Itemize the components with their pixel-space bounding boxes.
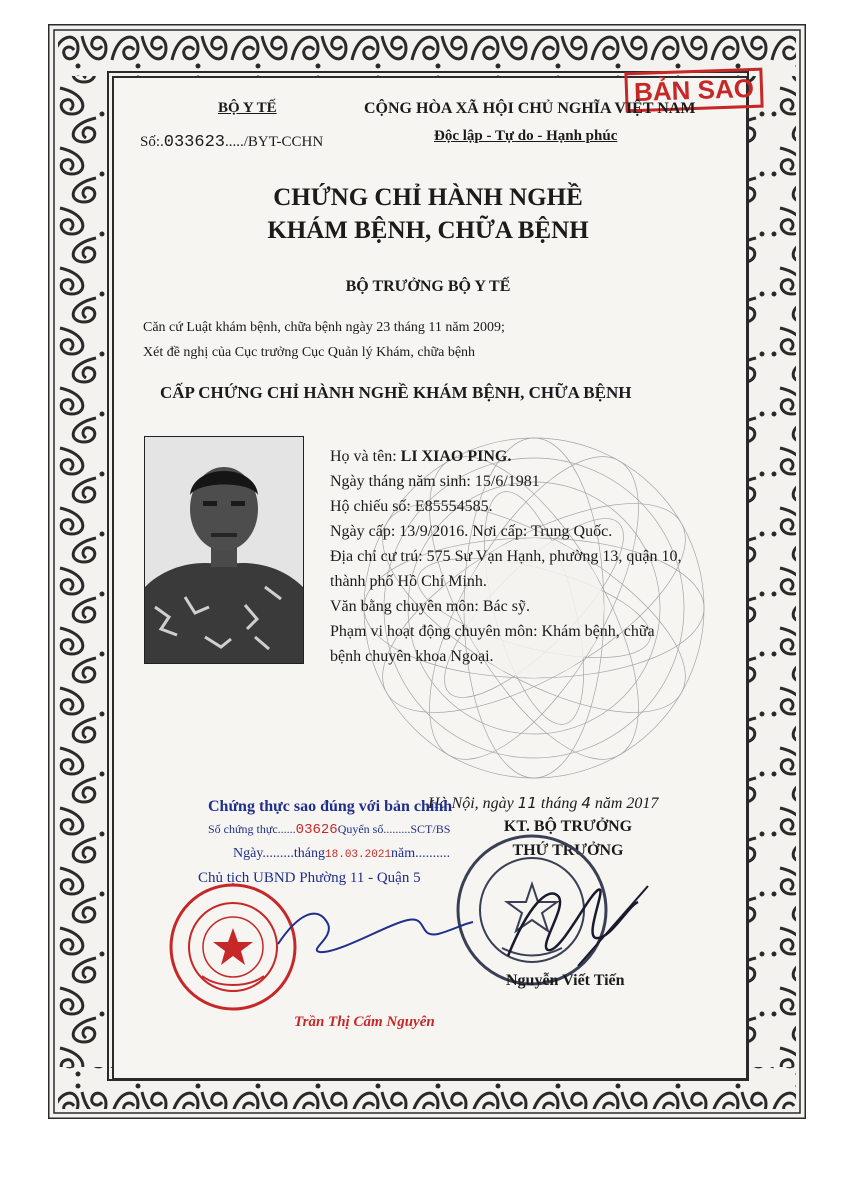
issue-month: 4 [581, 794, 591, 812]
country-name: CỘNG HÒA XÃ HỘI CHỦ NGHĨA VIỆT NAM [364, 100, 696, 117]
certificate-sheet [48, 24, 806, 1119]
signatory-title-1: KT. BỘ TRƯỞNG [503, 818, 633, 835]
holder-address-line2: thành phố Hồ Chí Minh. [330, 573, 487, 590]
signatory-name: Nguyễn Viết Tiến [506, 972, 625, 989]
holder-name-row: Họ và tên: LI XIAO PING. [330, 448, 512, 465]
holder-passport-issue: Ngày cấp: 13/9/2016. Nơi cấp: Trung Quốc. [330, 523, 613, 540]
holder-passport: Hộ chiếu số: E85554585. [330, 498, 493, 515]
holder-qualification: Văn bằng chuyên môn: Bác sỹ. [330, 598, 530, 615]
portrait-image [145, 437, 303, 663]
certification-number: 03626 [295, 822, 338, 838]
issuer-title: BỘ TRƯỞNG BỘ Y TẾ [345, 278, 511, 295]
holder-address-line1: Địa chỉ cư trú: 575 Sư Vạn Hạnh, phường 13, quận 10, [330, 548, 682, 565]
holder-scope-line2: bệnh chuyên khoa Ngoại. [330, 648, 494, 665]
holder-name: LI XIAO PING. [400, 448, 512, 465]
certificate-title-line1: CHỨNG CHỈ HÀNH NGHỀ [273, 184, 583, 211]
holder-dob: Ngày tháng năm sinh: 15/6/1981 [330, 473, 540, 490]
grant-heading: CẤP CHỨNG CHỈ HÀNH NGHỀ KHÁM BỆNH, CHỮA BỆNH [160, 383, 632, 402]
national-motto: Độc lập - Tự do - Hạnh phúc [434, 128, 618, 144]
issue-day: 11 [517, 794, 537, 812]
official-name: Trần Thị Cẩm Nguyên [294, 1014, 435, 1030]
official-signature [268, 894, 478, 964]
issue-date-place: Hà Nội, ngày 11 tháng 4 năm 2017 [428, 794, 659, 812]
certificate-title-line2: KHÁM BỆNH, CHỮA BỆNH [267, 217, 589, 244]
certification-date-row: Ngày.........tháng18.03.2021năm.......... [233, 846, 451, 861]
certification-number-row: Số chứng thực......03626Quyển số.........SCT/BS [208, 822, 451, 838]
copy-stamp: BẢN SAO [624, 68, 763, 113]
certification-date-stamp: 18.03.2021 [325, 849, 392, 861]
signatory-signature [488, 866, 658, 976]
document-number: Số:.033623...../BYT-CCHN [140, 133, 324, 152]
document-number-value: 033623 [163, 133, 225, 152]
legal-basis-line1: Căn cứ Luật khám bệnh, chữa bệnh ngày 23 tháng 11 năm 2009; [143, 320, 505, 335]
certification-heading: Chứng thực sao đúng với bản chính [208, 798, 453, 815]
certification-official-title: Chủ tịch UBND Phường 11 - Quận 5 [198, 870, 421, 886]
holder-scope-line1: Phạm vi hoạt động chuyên môn: Khám bệnh, chữa [330, 623, 655, 640]
signatory-title-2: THỨ TRƯỞNG [512, 842, 624, 859]
ministry-name: BỘ Y TẾ [218, 100, 277, 116]
holder-photo [144, 436, 304, 664]
legal-basis-line2: Xét đề nghị của Cục trưởng Cục Quản lý Khám, chữa bệnh [143, 345, 476, 360]
